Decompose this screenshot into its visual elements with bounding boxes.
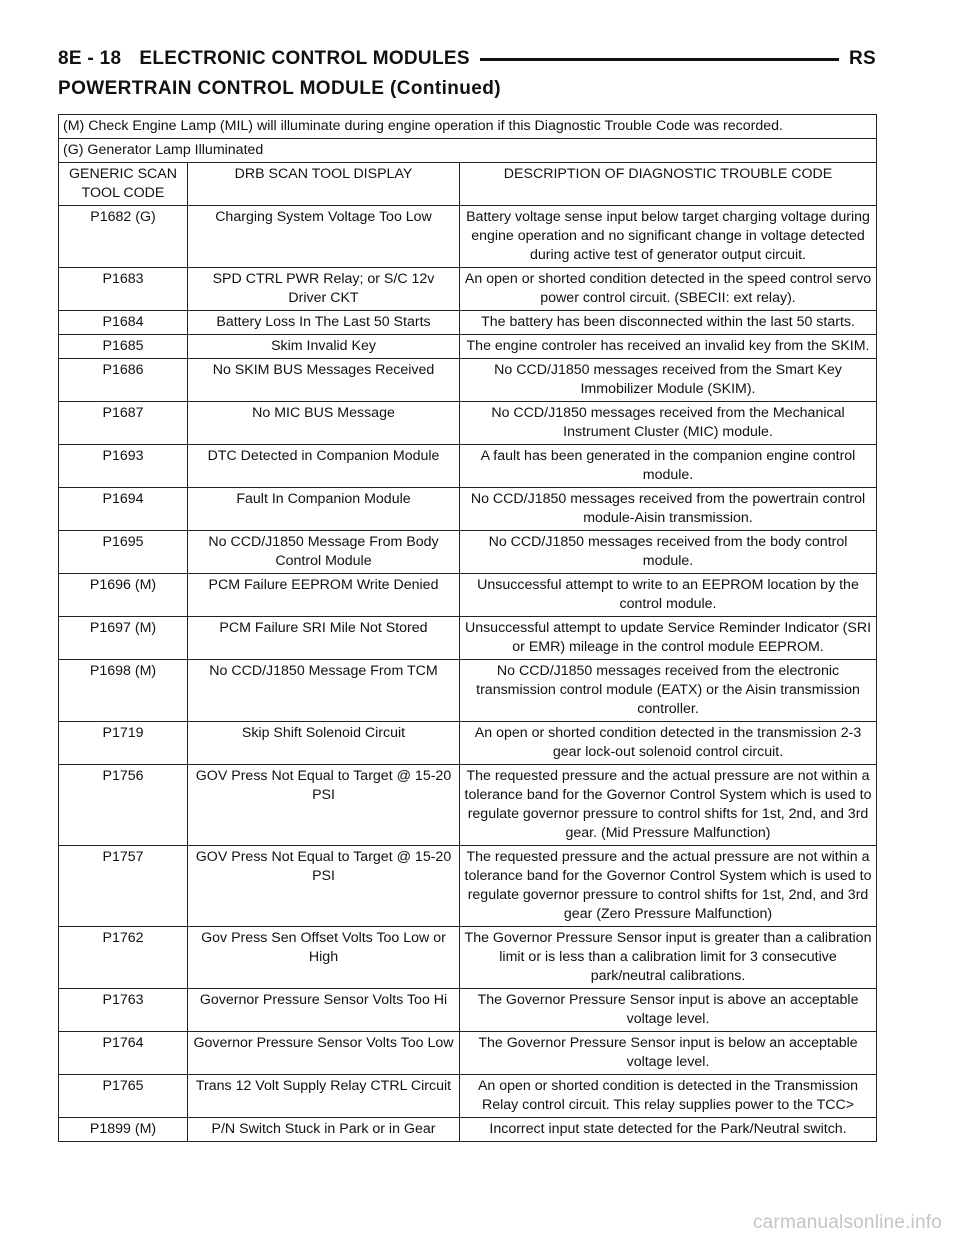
table-row	[59, 574, 877, 617]
drb-display-cell: No SKIM BUS Messages Received	[188, 359, 460, 402]
description-cell: The engine controler has received an invalid key from the SKIM.	[460, 335, 877, 359]
dtc-code-cell: P1698 (M)	[59, 660, 188, 722]
dtc-code-cell: P1684	[59, 311, 188, 335]
drb-display-cell: Trans 12 Volt Supply Relay CTRL Circuit	[188, 1075, 460, 1118]
drb-display-cell: P/N Switch Stuck in Park or in Gear	[188, 1118, 460, 1142]
dtc-code-cell: P1899 (M)	[59, 1118, 188, 1142]
note-mil: (M) Check Engine Lamp (MIL) will illuminate during engine operation if this Diagnostic Trouble Code was recorded.	[59, 115, 877, 139]
table-row	[59, 846, 877, 927]
drb-display-cell: Gov Press Sen Offset Volts Too Low or High	[188, 927, 460, 989]
table-row	[59, 765, 877, 846]
dtc-code-cell: P1757	[59, 846, 188, 927]
table-row	[59, 311, 877, 335]
table-row	[59, 268, 877, 311]
note-row-mil	[59, 115, 877, 139]
description-cell: No CCD/J1850 messages received from the body control module.	[460, 531, 877, 574]
description-cell: The battery has been disconnected within the last 50 starts.	[460, 311, 877, 335]
table-row	[59, 989, 877, 1032]
drb-display-cell: No CCD/J1850 Message From TCM	[188, 660, 460, 722]
header-rule	[480, 58, 839, 61]
description-cell: An open or shorted condition detected in the transmission 2-3 gear lock-out solenoid control circuit.	[460, 722, 877, 765]
description-cell: Unsuccessful attempt to update Service Reminder Indicator (SRI or EMR) mileage in the control module EEPROM.	[460, 617, 877, 660]
dtc-code-cell: P1683	[59, 268, 188, 311]
description-cell: Incorrect input state detected for the Park/Neutral switch.	[460, 1118, 877, 1142]
table-row	[59, 488, 877, 531]
description-cell: No CCD/J1850 messages received from the electronic transmission control module (EATX) or the Aisin transmission controller.	[460, 660, 877, 722]
drb-display-cell: Skim Invalid Key	[188, 335, 460, 359]
column-header-description: DESCRIPTION OF DIAGNOSTIC TROUBLE CODE	[460, 163, 877, 206]
description-cell: The Governor Pressure Sensor input is below an acceptable voltage level.	[460, 1032, 877, 1075]
drb-display-cell: Skip Shift Solenoid Circuit	[188, 722, 460, 765]
drb-display-cell: No MIC BUS Message	[188, 402, 460, 445]
drb-display-cell: Charging System Voltage Too Low	[188, 206, 460, 268]
description-cell: No CCD/J1850 messages received from the Mechanical Instrument Cluster (MIC) module.	[460, 402, 877, 445]
drb-display-cell: DTC Detected in Companion Module	[188, 445, 460, 488]
description-cell: The requested pressure and the actual pressure are not within a tolerance band for the Governor Control System which is used to regulate governor pressure to control shifts for 1st, 2nd, and 3rd gear (Zero Pressure Malfunction)	[460, 846, 877, 927]
column-header-display: DRB SCAN TOOL DISPLAY	[188, 163, 460, 206]
dtc-code-cell: P1695	[59, 531, 188, 574]
dtc-code-cell: P1756	[59, 765, 188, 846]
table-row	[59, 660, 877, 722]
watermark: carmanualsonline.info	[752, 1212, 942, 1233]
table-row	[59, 445, 877, 488]
description-cell: The requested pressure and the actual pressure are not within a tolerance band for the Governor Control System which is used to regulate governor pressure to control shifts for 1st, 2nd, and 3rd gear. (Mid Pressure Malfunction)	[460, 765, 877, 846]
drb-display-cell: SPD CTRL PWR Relay; or S/C 12v Driver CKT	[188, 268, 460, 311]
dtc-code-cell: P1693	[59, 445, 188, 488]
section-title: ELECTRONIC CONTROL MODULES	[139, 48, 470, 69]
model-code: RS	[849, 48, 876, 69]
drb-display-cell: Governor Pressure Sensor Volts Too Low	[188, 1032, 460, 1075]
table-row	[59, 335, 877, 359]
dtc-code-cell: P1697 (M)	[59, 617, 188, 660]
page-subtitle: POWERTRAIN CONTROL MODULE (Continued)	[58, 78, 501, 99]
dtc-code-cell: P1764	[59, 1032, 188, 1075]
dtc-code-cell: P1762	[59, 927, 188, 989]
table-row	[59, 617, 877, 660]
drb-display-cell: GOV Press Not Equal to Target @ 15-20 PSI	[188, 846, 460, 927]
drb-display-cell: PCM Failure SRI Mile Not Stored	[188, 617, 460, 660]
dtc-code-cell: P1763	[59, 989, 188, 1032]
note-row-generator	[59, 139, 877, 163]
table-row	[59, 1075, 877, 1118]
column-header-code: GENERIC SCAN TOOL CODE	[59, 163, 188, 206]
description-cell: A fault has been generated in the companion engine control module.	[460, 445, 877, 488]
drb-display-cell: Battery Loss In The Last 50 Starts	[188, 311, 460, 335]
dtc-code-cell: P1696 (M)	[59, 574, 188, 617]
description-cell: The Governor Pressure Sensor input is above an acceptable voltage level.	[460, 989, 877, 1032]
page-header	[58, 46, 876, 72]
dtc-code-cell: P1686	[59, 359, 188, 402]
dtc-code-cell: P1687	[59, 402, 188, 445]
table-row	[59, 1118, 877, 1142]
dtc-code-cell: P1765	[59, 1075, 188, 1118]
description-cell: Unsuccessful attempt to write to an EEPROM location by the control module.	[460, 574, 877, 617]
dtc-code-cell: P1685	[59, 335, 188, 359]
table-row	[59, 359, 877, 402]
drb-display-cell: GOV Press Not Equal to Target @ 15-20 PSI	[188, 765, 460, 846]
table-row	[59, 402, 877, 445]
table-row	[59, 1032, 877, 1075]
drb-display-cell: Governor Pressure Sensor Volts Too Hi	[188, 989, 460, 1032]
description-cell: No CCD/J1850 messages received from the Smart Key Immobilizer Module (SKIM).	[460, 359, 877, 402]
table-row	[59, 927, 877, 989]
table-row	[59, 722, 877, 765]
drb-display-cell: Fault In Companion Module	[188, 488, 460, 531]
description-cell: An open or shorted condition is detected in the Transmission Relay control circuit. This relay supplies power to the TCC>	[460, 1075, 877, 1118]
dtc-code-cell: P1682 (G)	[59, 206, 188, 268]
description-cell: Battery voltage sense input below target charging voltage during engine operation and no significant change in voltage detected during active test of generator output circuit.	[460, 206, 877, 268]
page-number: 8E - 18	[58, 48, 122, 69]
dtc-table	[58, 114, 877, 1142]
description-cell: The Governor Pressure Sensor input is greater than a calibration limit or is less than a calibration limit for 3 consecutive park/neutral calibrations.	[460, 927, 877, 989]
column-header-row	[59, 163, 877, 206]
description-cell: An open or shorted condition detected in the speed control servo power control circuit. (SBECII: ext relay).	[460, 268, 877, 311]
table-row	[59, 531, 877, 574]
table-row	[59, 206, 877, 268]
drb-display-cell: No CCD/J1850 Message From Body Control Module	[188, 531, 460, 574]
note-generator: (G) Generator Lamp Illuminated	[59, 139, 877, 163]
dtc-code-cell: P1694	[59, 488, 188, 531]
drb-display-cell: PCM Failure EEPROM Write Denied	[188, 574, 460, 617]
dtc-code-cell: P1719	[59, 722, 188, 765]
description-cell: No CCD/J1850 messages received from the powertrain control module-Aisin transmission.	[460, 488, 877, 531]
